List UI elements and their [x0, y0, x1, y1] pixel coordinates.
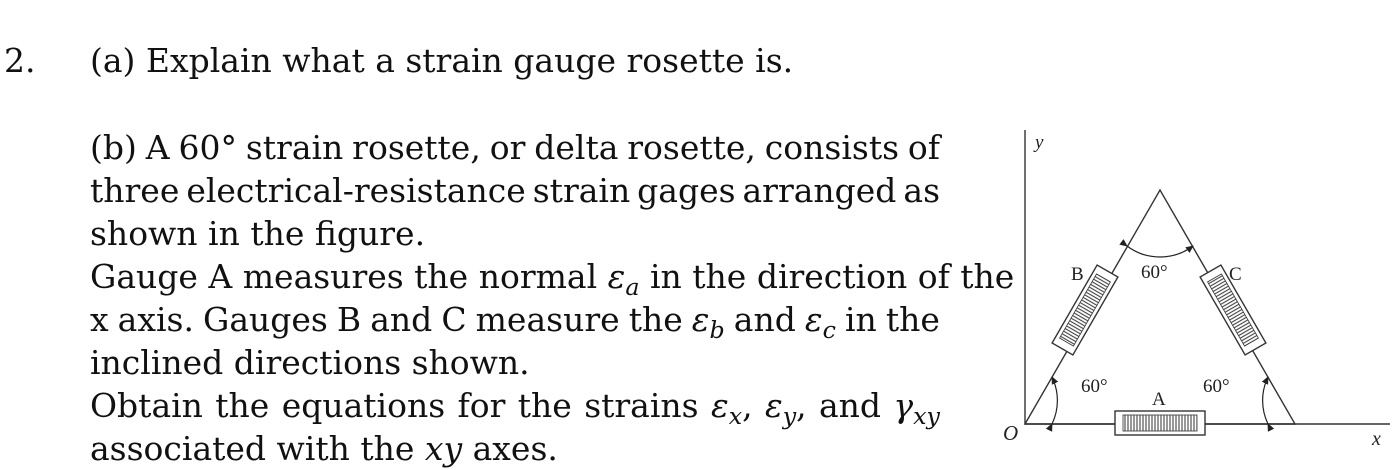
- gauge-b-label: B: [1071, 264, 1084, 285]
- epsilon-a-symbol: ε: [607, 257, 626, 296]
- epsilon-b-symbol: $\varepsilon_b$: [691, 300, 725, 344]
- part-b-line-4: Gauge A measures the normal $\varepsilon_a$ in the direction of the: [90, 257, 1015, 301]
- question-number: 2.: [4, 41, 36, 80]
- part-b-line-1: (b) A 60° strain rosette, or delta rosette, consists of: [90, 128, 940, 167]
- x-axis-label: x: [1372, 428, 1381, 450]
- gamma-xy-symbol: $\gamma_{xy}$: [893, 386, 940, 430]
- part-b-line-8: associated with the xy axes.: [90, 429, 558, 468]
- epsilon-c-symbol: $\varepsilon_c$: [804, 300, 836, 344]
- angle-top-label: 60°: [1141, 262, 1168, 283]
- gauge-c-label: C: [1229, 264, 1242, 285]
- part-b-text: [90, 126, 1015, 470]
- delta-rosette-figure: [995, 120, 1400, 463]
- gauge-a: [1115, 411, 1205, 435]
- part-b-line-3: shown in the figure.: [90, 214, 426, 253]
- angle-arc-left: [1052, 377, 1057, 424]
- gauge-a-label: A: [1152, 389, 1166, 410]
- part-b-line-6: inclined directions shown.: [90, 343, 530, 382]
- epsilon-y-symbol: $\varepsilon_y$,: [764, 386, 807, 430]
- angle-arc-top: [1127, 246, 1193, 257]
- part-b-line-2: three electrical-resistance strain gages arranged as: [90, 171, 940, 210]
- part-b-line-5: x axis. Gauges B and C measure the $\varepsilon_b$ and $\varepsilon_c$ in the: [90, 300, 940, 344]
- angle-left-label: 60°: [1081, 376, 1108, 397]
- angle-right-label: 60°: [1203, 376, 1230, 397]
- part-b-line-7: Obtain the equations for the strains $\varepsilon_x$, $\varepsilon_y$, and $\gamma_{xy}$: [90, 386, 940, 430]
- y-axis-label: y: [1035, 132, 1044, 153]
- angle-arc-right: [1263, 377, 1268, 424]
- gauge-b: [1052, 265, 1118, 355]
- epsilon-x-symbol: $\varepsilon_x$,: [710, 386, 753, 430]
- origin-label: O: [1003, 421, 1019, 445]
- part-a-text: (a) Explain what a strain gauge rosette is.: [90, 41, 794, 80]
